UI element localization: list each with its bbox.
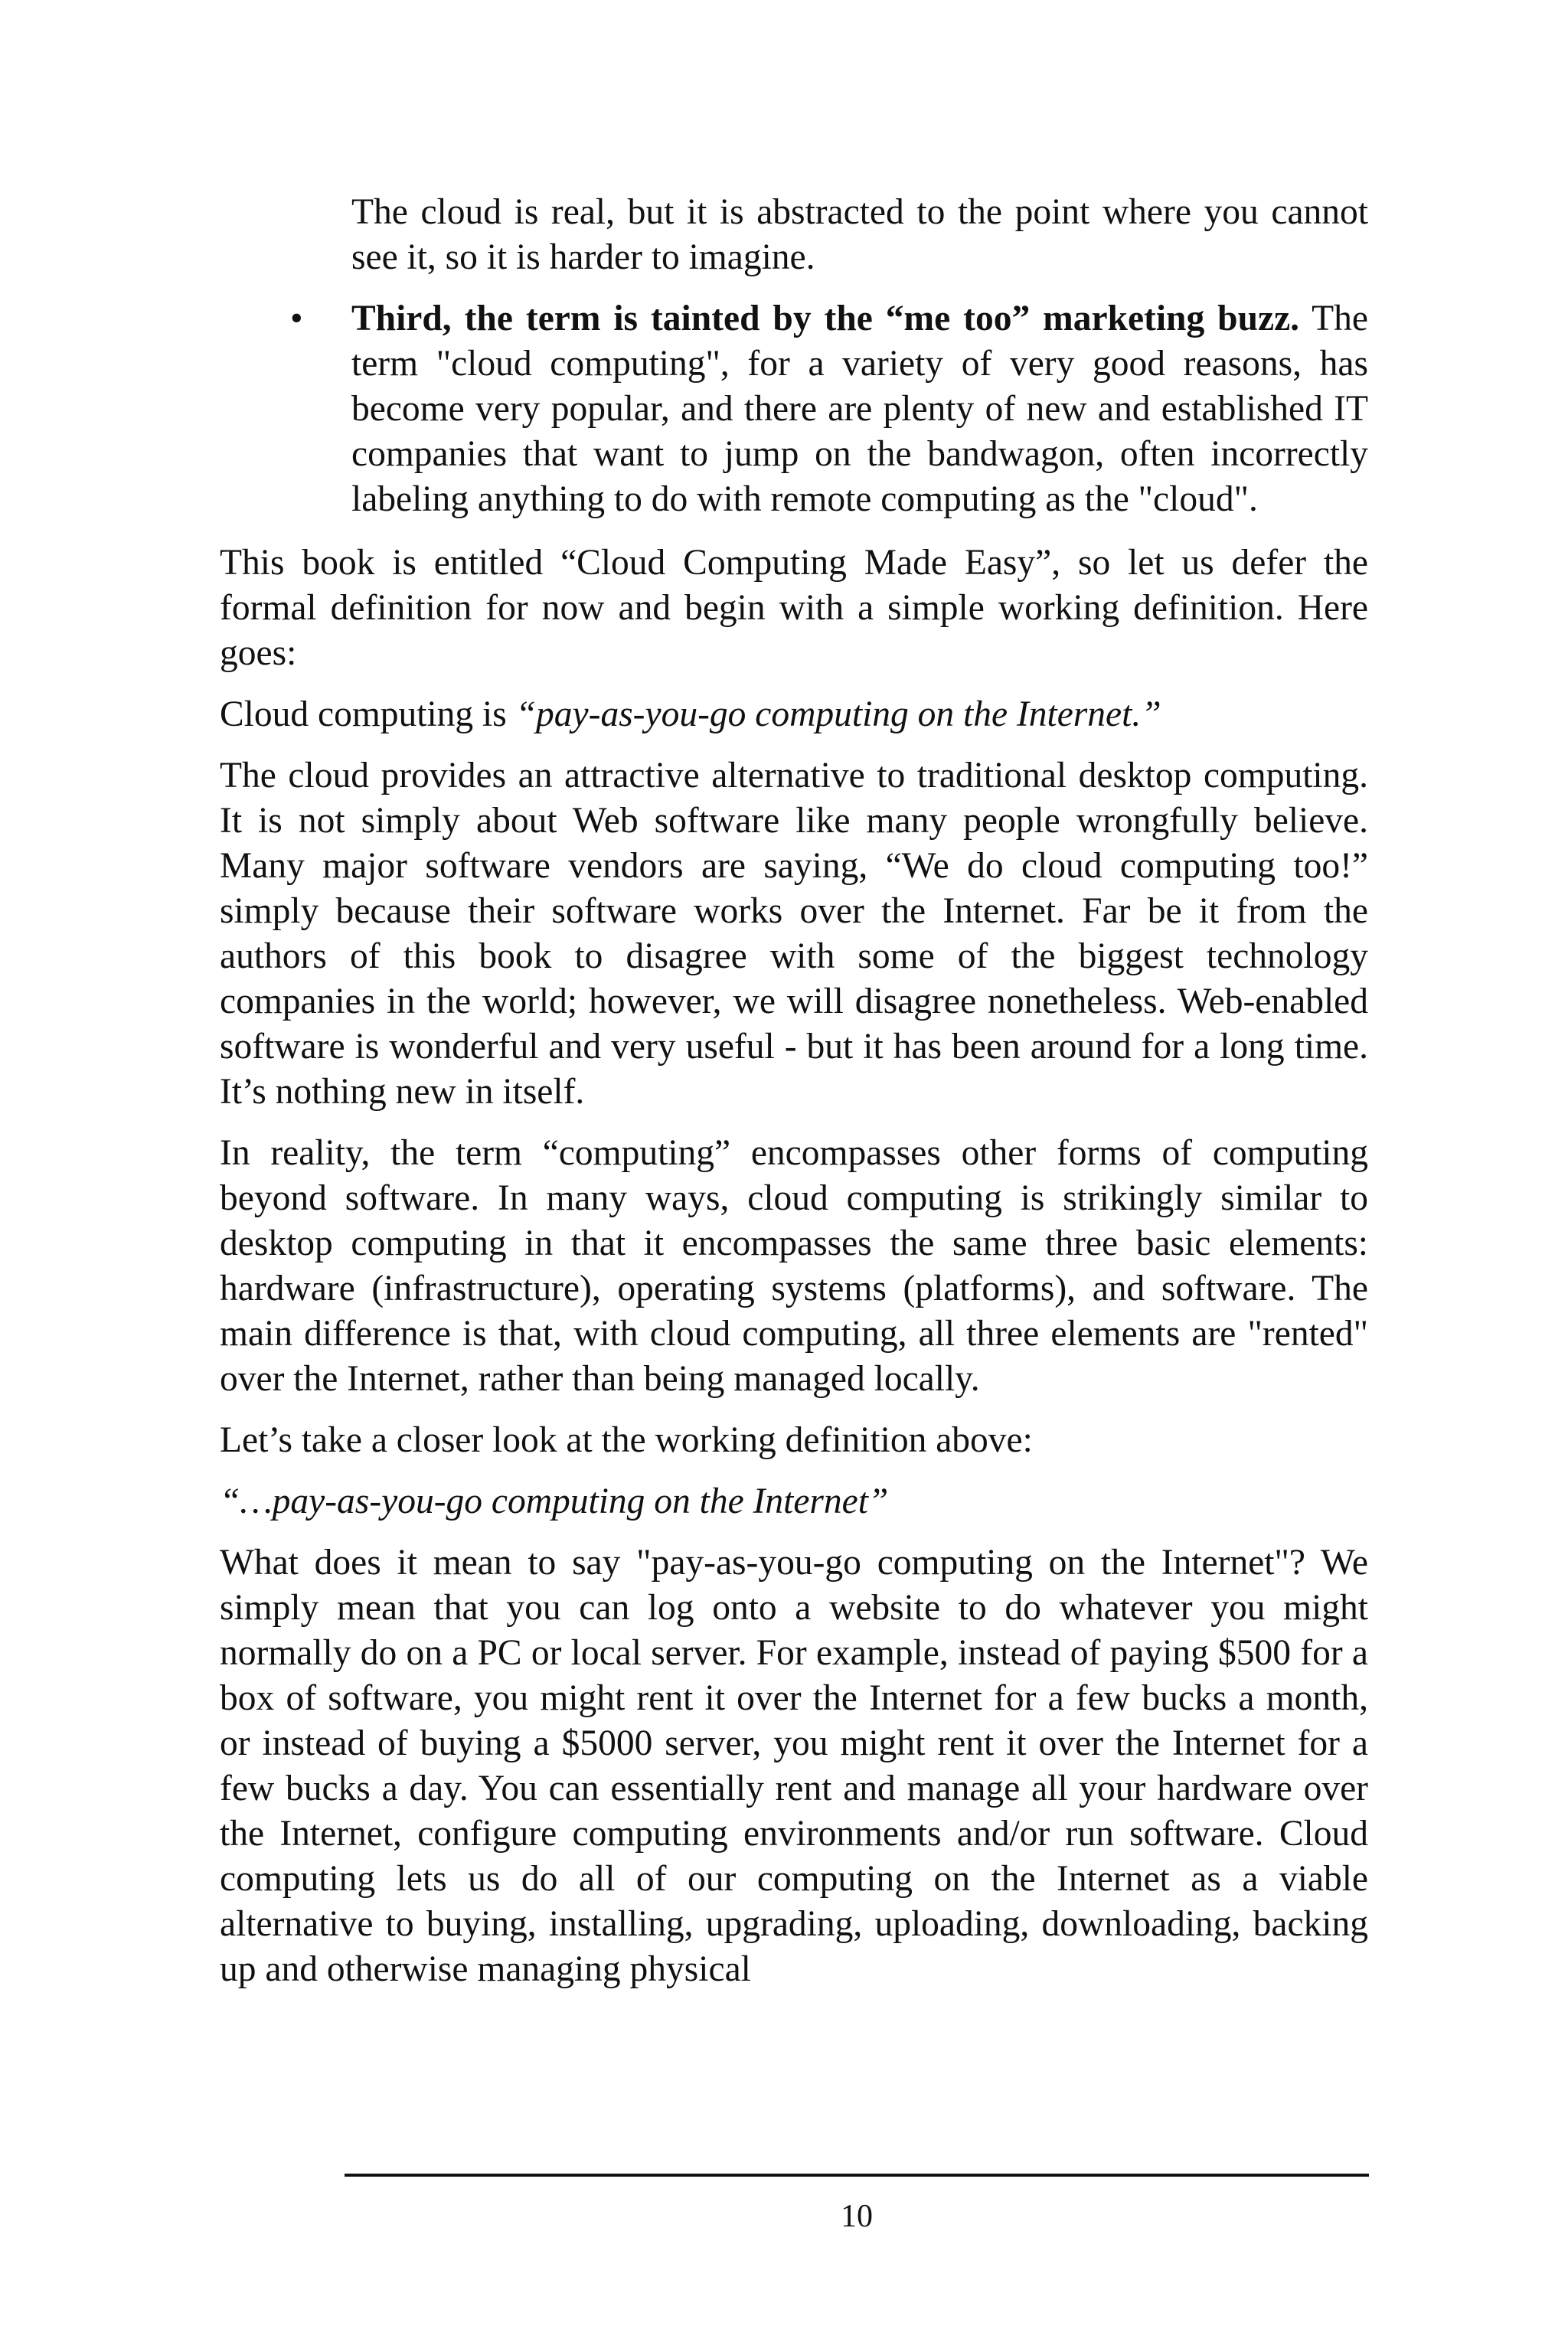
page-body xyxy=(220,190,1368,1992)
bullet-marker: • xyxy=(290,299,303,338)
page-number: 10 xyxy=(841,2199,873,2234)
footer-divider xyxy=(345,2174,1369,2177)
bullet-body: The term "cloud computing", for a variety of very good reasons, has become very popular, and there are plenty of new and established IT companies that want to jump on the bandwagon, often incorrectly labeling anything to do with remote computing as the "cloud". xyxy=(351,299,1368,519)
continuation-paragraph: The cloud is real, but it is abstracted to the point where you cannot see it, so it is harder to imagine. xyxy=(351,192,1368,277)
bullet-heading: Third, the term is tainted by the “me too” marketing buzz. xyxy=(351,299,1300,338)
paragraph-computing-elements: In reality, the term “computing” encompasses other forms of computing beyond software. In many ways, cloud computing is strikingly similar to desktop computing in that it encompasses the same three basic elements: hardware (infrastructure), operating systems (platforms), and software. The main difference is that, with cloud computing, all three elements are "rented" over the Internet, rather than being managed locally. xyxy=(220,1133,1368,1399)
paragraph-working-definition xyxy=(220,692,1368,737)
definition-prefix: Cloud computing is xyxy=(220,694,516,734)
paragraph-closer-look: Let’s take a closer look at the working definition above: xyxy=(220,1420,1033,1460)
paragraph-quoted-definition: “…pay-as-you-go computing on the Internet” xyxy=(220,1481,889,1521)
paragraph-book-title: This book is entitled “Cloud Computing Made Easy”, so let us defer the formal definition for now and begin with a simple working definition. Here goes: xyxy=(220,543,1368,673)
definition-quote: “pay-as-you-go computing on the Internet.” xyxy=(515,694,1161,734)
paragraph-pay-as-you-go: What does it mean to say "pay-as-you-go computing on the Internet"? We simply mean that you can log onto a website to do whatever you might normally do on a PC or local server. For example, instead of paying $500 for a box of software, you might rent it over the Internet for a few bucks a month, or instead of buying a $5000 server, you might rent it over the Internet for a few bucks a day. You can essentially rent and manage all your hardware over the Internet, configure computing environments and/or run software. Cloud computing lets us do all of our computing on the Internet as a viable alternative to buying, installing, upgrading, uploading, downloading, backing up and otherwise managing physical xyxy=(220,1543,1368,1989)
bullet-item xyxy=(290,296,1368,522)
bullet-paragraph xyxy=(351,296,1368,522)
paragraph-cloud-alternative: The cloud provides an attractive alternative to traditional desktop computing. It is not simply about Web software like many people wrongfully believe. Many major software vendors are saying, “We do cloud computing too!” simply because their software works over the Internet. Far be it from the authors of this book to disagree with some of the biggest technology companies in the world; however, we will disagree nonetheless. Web-enabled software is wonderful and very useful - but it has been around for a long time. It’s nothing new in itself. xyxy=(220,756,1368,1112)
